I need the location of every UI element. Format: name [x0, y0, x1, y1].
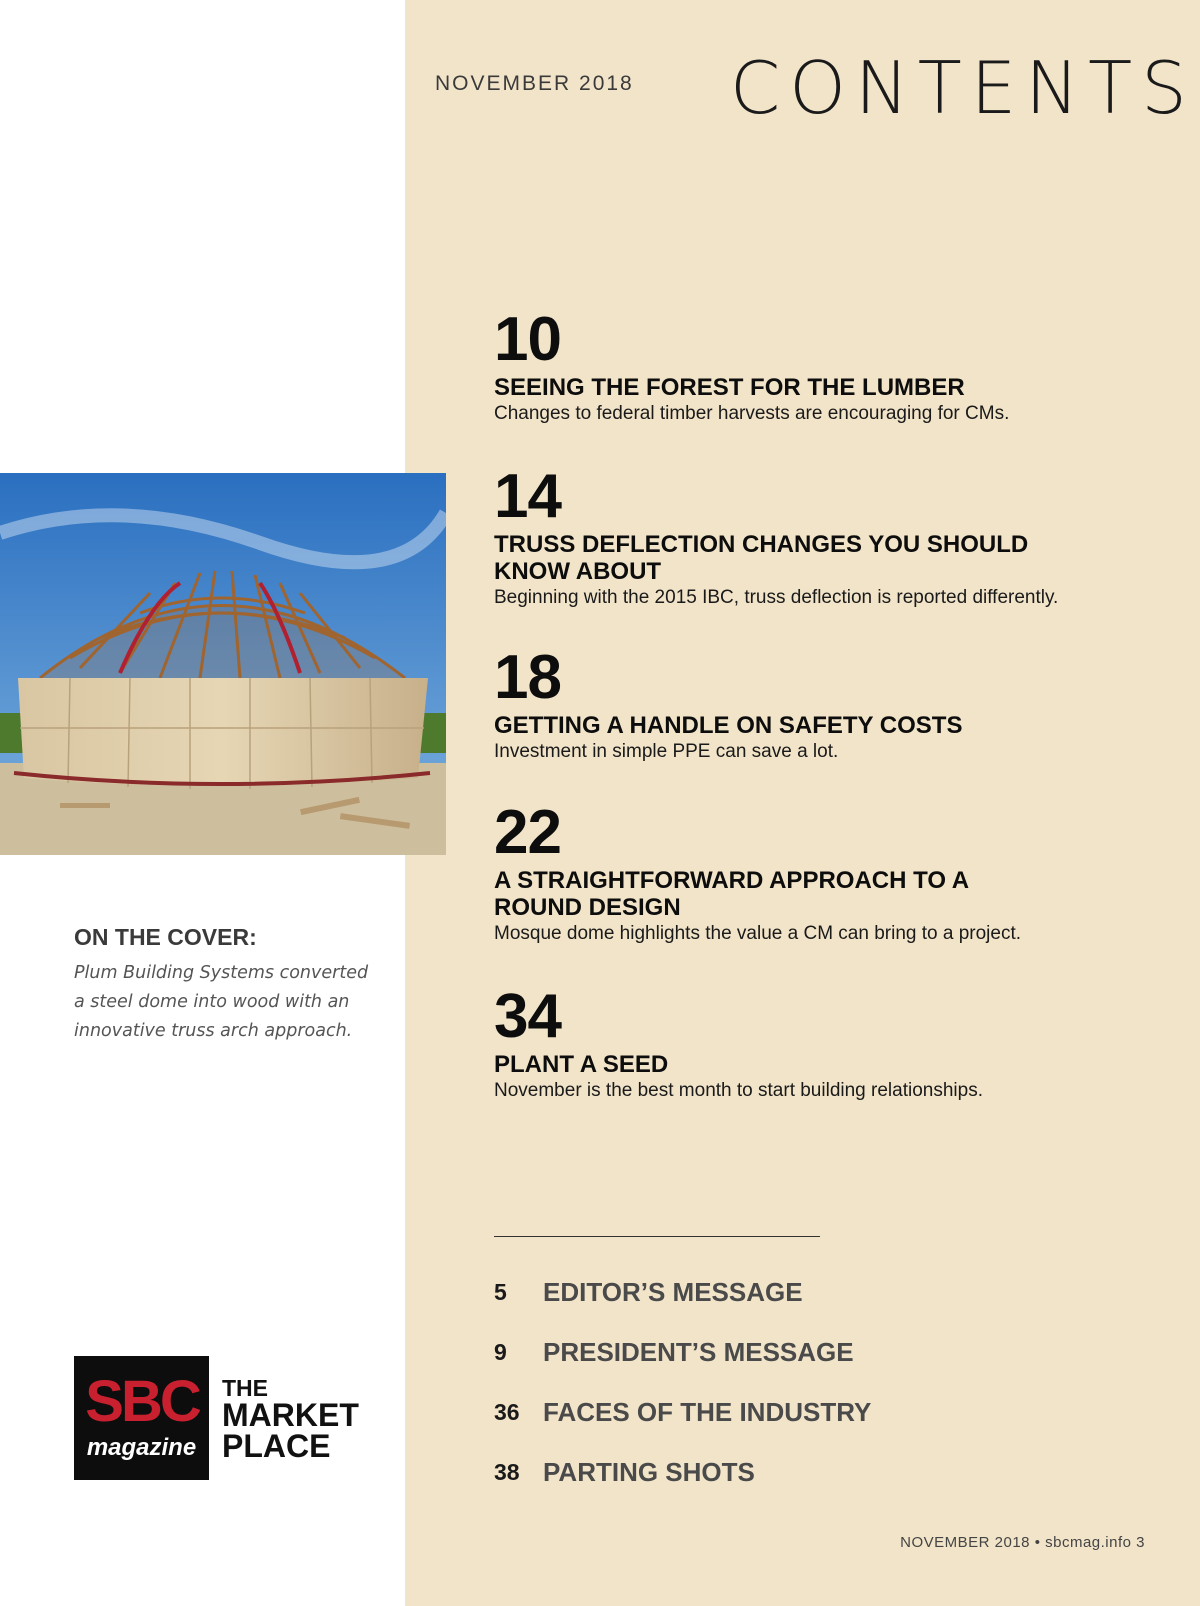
- sbc-marketplace-logo[interactable]: [74, 1356, 374, 1480]
- page-footer: NOVEMBER 2018 • sbcmag.info 3: [900, 1534, 1145, 1551]
- department-label[interactable]: FACES OF THE INDUSTRY: [543, 1396, 872, 1427]
- department-label[interactable]: EDITOR’S MESSAGE: [543, 1276, 803, 1307]
- department-item[interactable]: [494, 1322, 1094, 1382]
- department-label[interactable]: PRESIDENT’S MESSAGE: [543, 1336, 854, 1367]
- feature-articles: [494, 305, 1154, 1115]
- section-divider: [494, 1236, 820, 1237]
- logo-market: MARKET: [222, 1397, 359, 1433]
- logo-sbc: SBC: [85, 1369, 199, 1434]
- article-description: Changes to federal timber harvests are encouraging for CMs.: [494, 403, 1010, 424]
- article-title[interactable]: TRUSS DEFLECTION CHANGES YOU SHOULD KNOW ABOUT: [494, 531, 1029, 585]
- article-page-number: 14: [494, 462, 561, 531]
- dome-image: [0, 473, 446, 855]
- department-page-number: 38: [494, 1458, 520, 1485]
- article-description: Beginning with the 2015 IBC, truss deflection is reported differently.: [494, 587, 1059, 608]
- logo-place: PLACE: [222, 1428, 331, 1464]
- article-page-number: 10: [494, 305, 561, 374]
- department-item[interactable]: [494, 1262, 1094, 1322]
- departments-list: [494, 1262, 1094, 1502]
- cover-description: Plum Building Systems converted a steel dome into wood with an innovative truss arch approach.: [74, 963, 369, 1041]
- cover-heading: ON THE COVER:: [74, 924, 257, 950]
- article-title[interactable]: PLANT A SEED: [494, 1051, 669, 1078]
- logo-the: THE: [222, 1375, 268, 1401]
- department-page-number: 5: [494, 1278, 507, 1305]
- logo-wordmark: [222, 1376, 359, 1462]
- article-title[interactable]: A STRAIGHTFORWARD APPROACH TO A ROUND DESIGN: [494, 867, 969, 921]
- article-entry[interactable]: [494, 643, 1154, 801]
- article-page-number: 34: [494, 982, 561, 1051]
- article-title[interactable]: GETTING A HANDLE ON SAFETY COSTS: [494, 712, 963, 739]
- article-entry[interactable]: [494, 798, 1154, 985]
- cover-caption: [74, 924, 374, 1046]
- department-page-number: 9: [494, 1338, 507, 1365]
- article-description: November is the best month to start building relationships.: [494, 1080, 983, 1101]
- article-entry[interactable]: [494, 305, 1154, 465]
- page-title: CONTENTS: [730, 46, 1196, 130]
- department-item[interactable]: [494, 1382, 1094, 1442]
- article-entry[interactable]: [494, 462, 1154, 646]
- sbc-logo-badge: [74, 1356, 209, 1480]
- department-page-number: 36: [494, 1398, 520, 1425]
- article-page-number: 22: [494, 798, 561, 867]
- department-item[interactable]: [494, 1442, 1094, 1502]
- issue-date: NOVEMBER 2018: [435, 72, 634, 95]
- department-label[interactable]: PARTING SHOTS: [543, 1456, 755, 1487]
- article-description: Investment in simple PPE can save a lot.: [494, 741, 839, 762]
- cover-photo: [0, 473, 446, 855]
- logo-magazine: magazine: [86, 1434, 197, 1461]
- article-entry[interactable]: [494, 982, 1154, 1115]
- article-description: Mosque dome highlights the value a CM can bring to a project.: [494, 923, 1022, 944]
- article-title[interactable]: SEEING THE FOREST FOR THE LUMBER: [494, 374, 965, 401]
- article-page-number: 18: [494, 643, 561, 712]
